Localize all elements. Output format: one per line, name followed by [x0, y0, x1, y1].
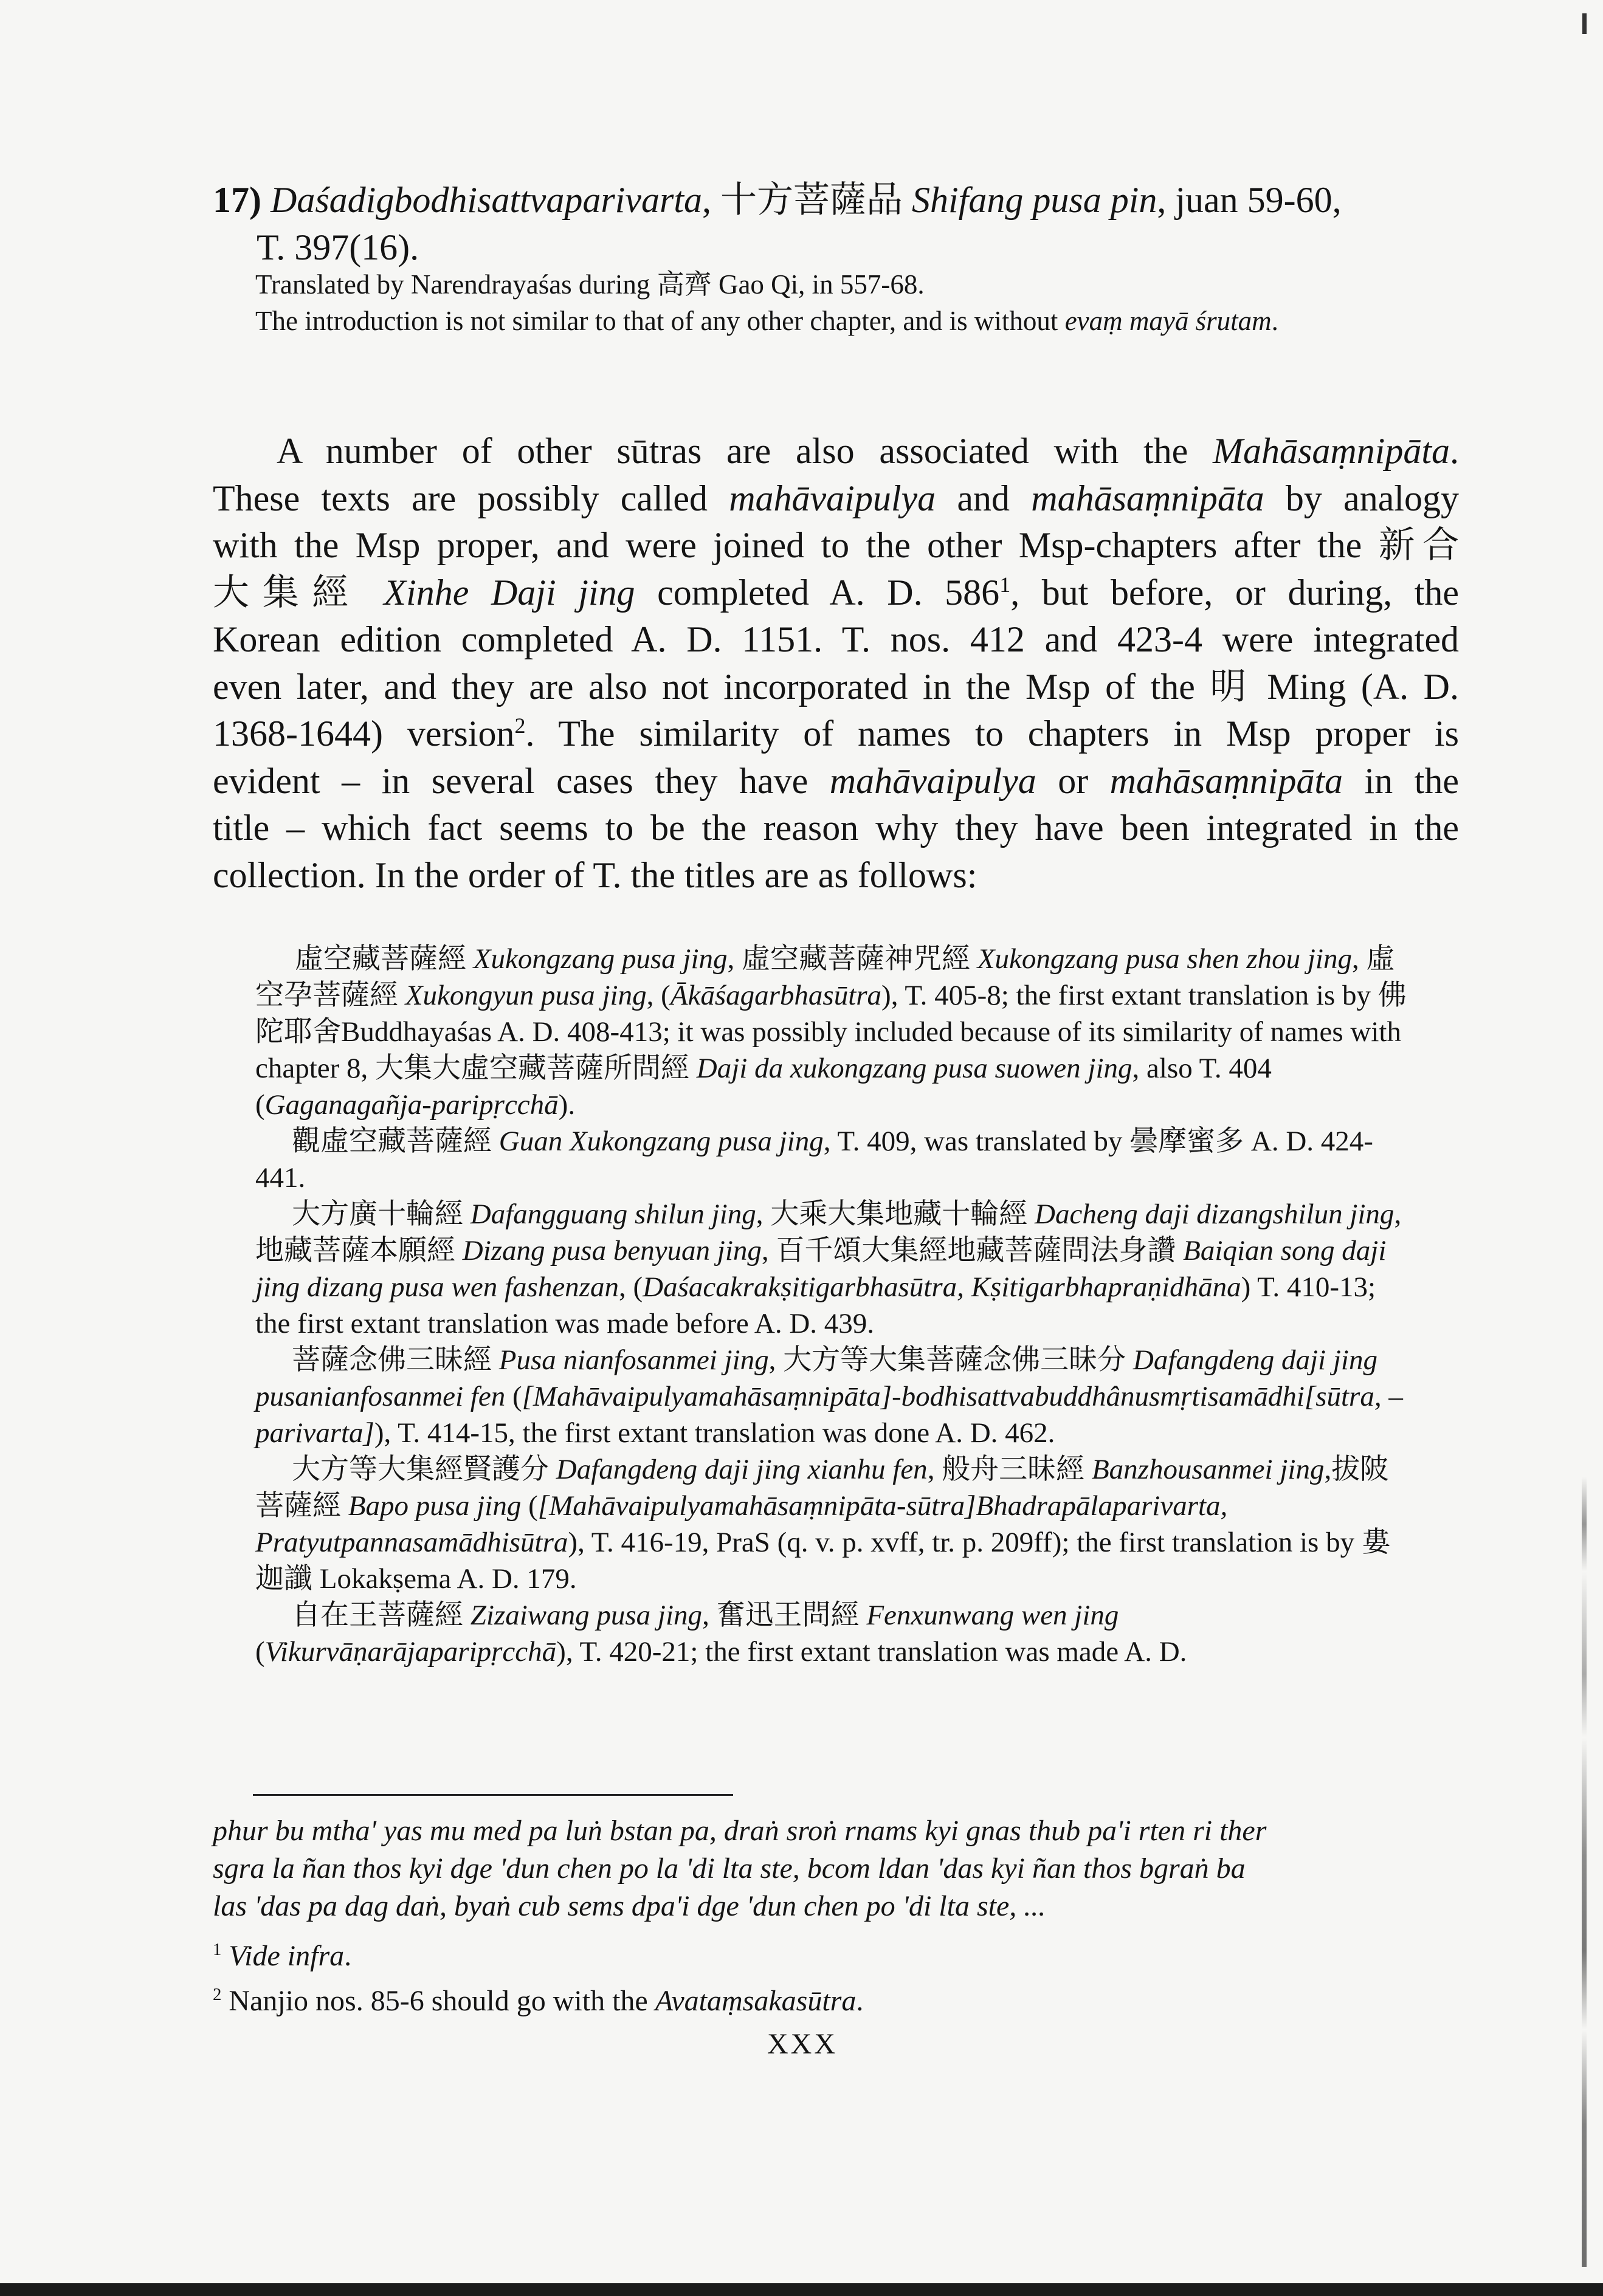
list-item: 自在王菩薩經 Zizaiwang pusa jing, 奮迅王問經 Fenxunwang wen jing (Vikurvāṇarājaparipṛcchā), T. 420-21; the first extant translation was made A. D. [255, 1598, 1187, 1668]
para-line: title – which fact seems to be the reason why they have been integrated in the [213, 808, 1459, 848]
entry-title: Daśadigbodhisattvaparivarta [270, 180, 702, 220]
main-paragraph [213, 428, 1459, 899]
para-line: Korean edition completed A. D. 1151. T. nos. 412 and 423-4 were integrated [213, 619, 1459, 659]
dynasty-chinese: 高齊 [657, 268, 712, 300]
entry-chinese-title: 十方菩薩品 [720, 179, 903, 221]
footnote-divider [253, 1794, 733, 1796]
para-line: These texts are possibly called mahāvaipulya and mahāsaṃnipāta by analogy [213, 478, 1459, 518]
entry-pinyin: Shifang pusa pin [912, 180, 1157, 220]
translator-date: Gao Qi, in 557-68. [711, 269, 925, 300]
tibetan-line: las 'das pa dag daṅ, byaṅ cub sems dpa'i dge 'dun chen po 'di lta ste, ... [213, 1890, 1046, 1922]
footnote-italic: Avataṃsakasūtra [655, 1985, 857, 2017]
entry-17-note [255, 266, 1459, 339]
list-item: 大方廣十輪經 Dafangguang shilun jing, 大乘大集地藏十輪經 Dacheng daji dizangshilun jing, 地藏菩薩本願經 Dizang pusa benyuan jing, 百千頌大集經地藏菩薩問法身讚 Baiqian song daji jing dizang pusa wen fashenzan, (Daśacakrakṣitigarbhasūtra, Kṣitigarbhapraṇidhāna) T. 410-13; the first extant translation was made before A. D. 439. [255, 1197, 1402, 1339]
para-line: even later, and they are also not incorporated in the Msp of the 明 Ming (A. D. [213, 665, 1459, 708]
footnote-text: Vide infra [229, 1940, 345, 1972]
separator: , [702, 180, 720, 220]
scan-bottom-edge [0, 2283, 1603, 2296]
tibetan-line: phur bu mtha' yas mu med pa luṅ bstan pa, draṅ sroṅ rnams kyi gnas thub pa'i rten ri ther [213, 1815, 1267, 1847]
entry-juan: , juan 59-60, [1157, 180, 1342, 220]
list-item: 大方等大集經賢護分 Dafangdeng daji jing xianhu fen, 般舟三昧經 Banzhousanmei jing,拔陂菩薩經 Bapo pusa jing ([Mahāvaipulyamahāsaṃnipāta-sūtra]Bhadrapālaparivarta, Pratyutpannasamādhisūtra), T. 416-19, PraS (q. v. p. xvff, tr. p. 209ff); the first translation is by 婁迦讖 Lokakṣema A. D. 179. [255, 1452, 1390, 1595]
para-line: 大集經 Xinhe Daji jing completed A. D. $586^1$, but before, or during, the [213, 571, 1459, 614]
tibetan-line: sgra la ñan thos kyi dge 'dun chen po la 'di lta ste, bcom ldan 'das kyi ñan thos bgraṅ ba [213, 1852, 1246, 1885]
tibetan-quotation [213, 1812, 1465, 1925]
para-line: 1368-1644) version$^2$. The similarity of names to chapters in Msp proper is [213, 713, 1460, 754]
list-item: 觀虛空藏菩薩經 Guan Xukongzang pusa jing, T. 409, was translated by 曇摩蜜多 A. D. 424-441. [255, 1124, 1373, 1194]
footnote-mark: 2 [213, 1985, 222, 2004]
scan-corner-mark [1582, 13, 1587, 34]
intro-italic: evaṃ mayā śrutam [1064, 306, 1272, 336]
footnote-text: Nanjio nos. 85-6 should go with the [221, 1985, 655, 2017]
page-number: XXX [767, 2028, 838, 2060]
para-line: with the Msp proper, and were joined to the other Msp-chapters after the 新合 [213, 524, 1459, 566]
footnote-1: $^1$ Vide infra. [213, 1940, 352, 1972]
list-item: 菩薩念佛三昧經 Pusa nianfosanmei jing, 大方等大集菩薩念佛三昧分 Dafangdeng daji jing pusanianfosanmei fen ([Mahāvaipulyamahāsaṃnipāta]-bodhisattvabuddhânusmṛtisamādhi[sūtra, –parivarta]), T. 414-15, the first extant translation was done A. D. 462. [255, 1343, 1403, 1449]
scan-edge-shadow [1582, 1477, 1587, 2267]
footnote-mark: 1 [213, 1940, 222, 1959]
translator-text: Translated by Narendrayaśas during [255, 269, 657, 300]
entry-number: 17) [213, 180, 261, 220]
entry-17-heading [213, 176, 1459, 271]
para-line: A number of other sūtras are also associated with the Mahāsaṃnipāta. [277, 431, 1459, 471]
entry-taisho: T. 397(16). [257, 227, 419, 267]
para-line: collection. In the order of T. the titles are as follows: [213, 854, 977, 895]
list-item: 虛空藏菩薩經 Xukongzang pusa jing, 虛空藏菩薩神咒經 Xukongzang pusa shen zhou jing, 虛空孕菩薩經 Xukongyun pusa jing, (Ākāśagarbhasūtra), T. 405-8; the first extant translation is by 佛陀耶舍Buddhayaśas A. D. 408-413; it was possibly included because of its similarity of names with chapter 8, 大集大虛空藏菩薩所問經 Daji da xukongzang pusa suowen jing, also T. 404 (Gaganagañja-paripṛcchā). [255, 942, 1407, 1121]
sutra-list [255, 941, 1416, 1670]
para-line: evident – in several cases they have mahāvaipulya or mahāsaṃnipāta in the [213, 760, 1459, 801]
footnote-2: $^2$ Nanjio nos. 85-6 should go with the Avataṃsakasūtra. [213, 1985, 864, 2017]
intro-text: The introduction is not similar to that of any other chapter, and is without [255, 306, 1065, 336]
intro-end: . [1271, 306, 1278, 336]
